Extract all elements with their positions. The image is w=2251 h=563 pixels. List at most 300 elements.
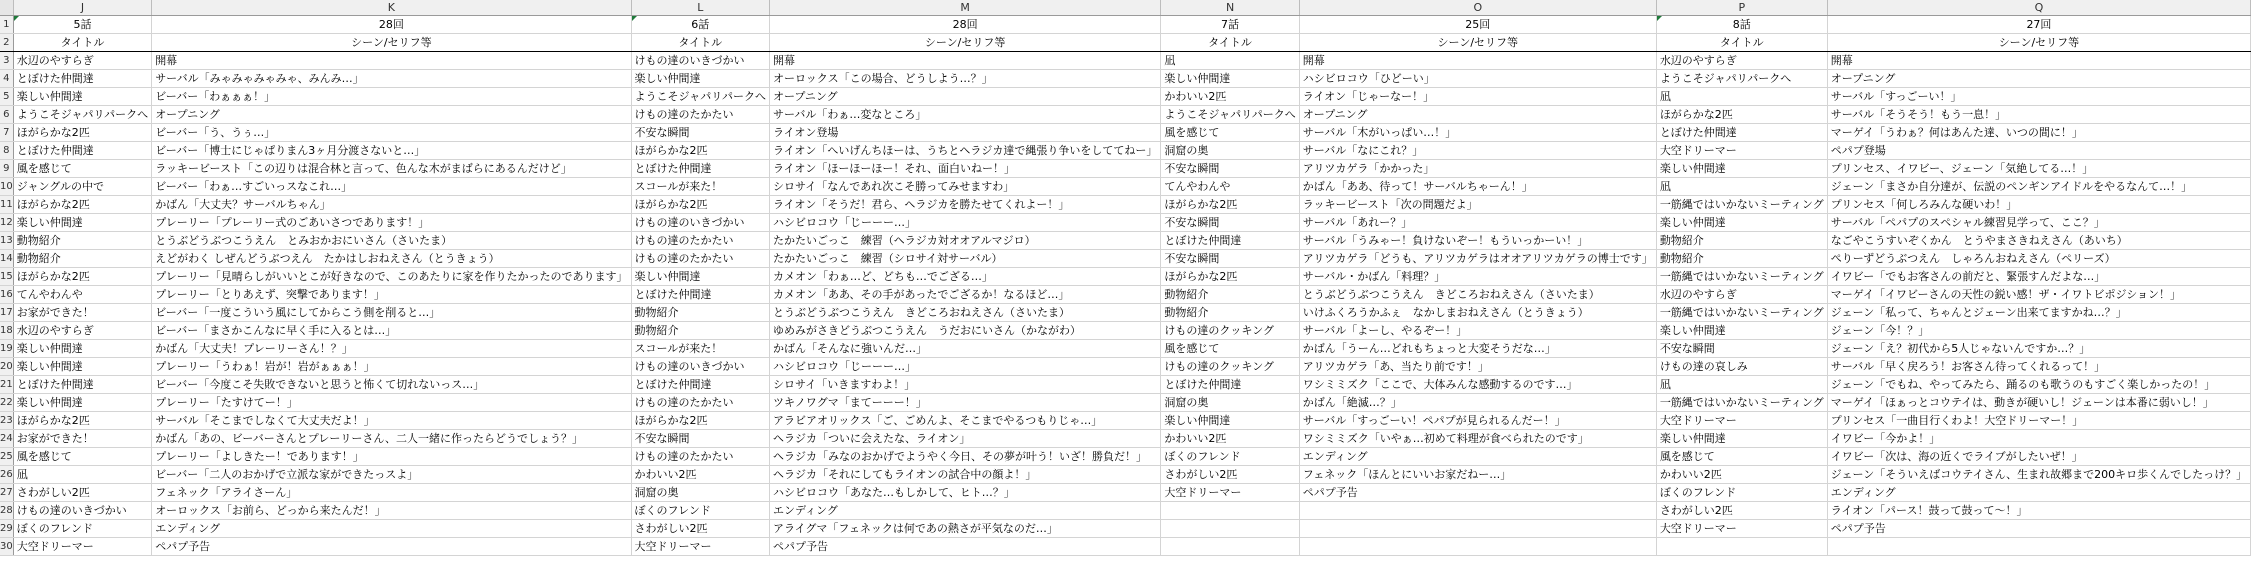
cell-p14[interactable]: 動物紹介 xyxy=(1656,250,1827,268)
cell-k5[interactable]: ビーバー「わぁぁぁ！」 xyxy=(152,88,631,106)
sheet-row xyxy=(0,16,2251,34)
cell-m23[interactable]: アラビアオリックス「ご、ごめんよ、そこまでやるつもりじゃ…」 xyxy=(769,412,1160,430)
cell-n29[interactable] xyxy=(1161,520,1299,538)
cell-m14[interactable]: たかたいごっこ 練習（シロサイ対サーバル） xyxy=(769,250,1160,268)
row-header[interactable]: 19 xyxy=(0,340,13,358)
cell-p16[interactable]: 水辺のやすらぎ xyxy=(1656,286,1827,304)
sheet-row xyxy=(0,430,2251,448)
sheet-row xyxy=(0,484,2251,502)
sheet-row xyxy=(0,322,2251,340)
cell-p2[interactable]: タイトル xyxy=(1656,34,1827,52)
cell-p19[interactable]: 不安な瞬間 xyxy=(1656,340,1827,358)
sheet-row xyxy=(0,214,2251,232)
cell-o29[interactable] xyxy=(1299,520,1656,538)
cell-o19[interactable]: かばん「うーん…どれもちょっと大変そうだな…」 xyxy=(1299,340,1656,358)
cell-k21[interactable]: ビーバー「今度こそ失敗できないと思うと怖くて切れないっス…」 xyxy=(152,376,631,394)
cell-n25[interactable]: ぼくのフレンド xyxy=(1161,448,1299,466)
cell-q16[interactable]: マーゲイ「イワビーさんの天性の鋭い感！ザ・イワトビポジション！」 xyxy=(1827,286,2250,304)
cell-n12[interactable]: 不安な瞬間 xyxy=(1161,214,1299,232)
cell-j15[interactable]: ほがらかな2匹 xyxy=(13,268,151,286)
cell-l21[interactable]: とぼけた仲間達 xyxy=(631,376,769,394)
cell-p21[interactable]: 凪 xyxy=(1656,376,1827,394)
cell-m15[interactable]: カメオン「わぁ…ど、どちも…でござる…」 xyxy=(769,268,1160,286)
sheet-row xyxy=(0,502,2251,520)
cell-l1[interactable]: 6話 xyxy=(631,16,769,34)
cell-o28[interactable] xyxy=(1299,502,1656,520)
cell-p13[interactable]: 動物紹介 xyxy=(1656,232,1827,250)
cell-j28[interactable]: けもの達のいきづかい xyxy=(13,502,151,520)
cell-k13[interactable]: とうぶどうぶつこうえん とみおかおにいさん（さいたま） xyxy=(152,232,631,250)
cell-n13[interactable]: とぼけた仲間達 xyxy=(1161,232,1299,250)
row-header[interactable]: 28 xyxy=(0,502,13,520)
cell-p18[interactable]: 楽しい仲間達 xyxy=(1656,322,1827,340)
cell-o21[interactable]: ワシミミズク「ここで、大体みんな感動するのです…」 xyxy=(1299,376,1656,394)
cell-k1[interactable]: 28回 xyxy=(152,16,631,34)
cell-k25[interactable]: プレーリー「よしきたー！であります！」 xyxy=(152,448,631,466)
cell-m24[interactable]: ヘラジカ「ついに会えたな、ライオン」 xyxy=(769,430,1160,448)
cell-p22[interactable]: 一筋縄ではいかないミーティング xyxy=(1656,394,1827,412)
cell-k11[interactable]: かばん「大丈夫？サーバルちゃん」 xyxy=(152,196,631,214)
cell-o26[interactable]: フェネック「ほんとにいいお家だねー…」 xyxy=(1299,466,1656,484)
cell-n30[interactable] xyxy=(1161,538,1299,556)
row-header[interactable]: 27 xyxy=(0,484,13,502)
row-header[interactable]: 4 xyxy=(0,70,13,88)
cell-q15[interactable]: イワビー「でもお客さんの前だと、緊張すんだよな…」 xyxy=(1827,268,2250,286)
cell-m17[interactable]: とうぶどうぶつこうえん きどころおねえさん（さいたま） xyxy=(769,304,1160,322)
cell-j26[interactable]: 凪 xyxy=(13,466,151,484)
row-header[interactable]: 1 xyxy=(0,16,13,34)
cell-q29[interactable]: ペパプ予告 xyxy=(1827,520,2250,538)
cell-m7[interactable]: ライオン登場 xyxy=(769,124,1160,142)
cell-k30[interactable]: ペパプ予告 xyxy=(152,538,631,556)
cell-m30[interactable]: ペパプ予告 xyxy=(769,538,1160,556)
row-header[interactable]: 14 xyxy=(0,250,13,268)
column-header-j[interactable]: J xyxy=(13,0,151,16)
cell-m28[interactable]: エンディング xyxy=(769,502,1160,520)
cell-o30[interactable] xyxy=(1299,538,1656,556)
column-header-k[interactable]: K xyxy=(152,0,631,16)
cell-l25[interactable]: けもの達のたかたい xyxy=(631,448,769,466)
cell-p12[interactable]: 楽しい仲間達 xyxy=(1656,214,1827,232)
cell-l20[interactable]: けもの達のいきづかい xyxy=(631,358,769,376)
cell-p25[interactable]: 風を感じて xyxy=(1656,448,1827,466)
cell-n17[interactable]: 動物紹介 xyxy=(1161,304,1299,322)
cell-l29[interactable]: さわがしい2匹 xyxy=(631,520,769,538)
cell-n11[interactable]: ほがらかな2匹 xyxy=(1161,196,1299,214)
cell-q28[interactable]: ライオン「パース！鼓って鼓って～！」 xyxy=(1827,502,2250,520)
cell-q9[interactable]: プリンセス、イワビー、ジェーン「気絶してる…！」 xyxy=(1827,160,2250,178)
cell-n6[interactable]: ようこそジャパリパークへ xyxy=(1161,106,1299,124)
row-header[interactable]: 20 xyxy=(0,358,13,376)
cell-o11[interactable]: ラッキービースト「次の問題だよ」 xyxy=(1299,196,1656,214)
cell-k16[interactable]: プレーリー「とりあえず、突撃であります！」 xyxy=(152,286,631,304)
sheet-row xyxy=(0,358,2251,376)
select-all-corner[interactable] xyxy=(0,0,13,16)
column-header-q[interactable]: Q xyxy=(1827,0,2250,16)
cell-j30[interactable]: 大空ドリーマー xyxy=(13,538,151,556)
cell-q24[interactable]: イワビー「今かよ！」 xyxy=(1827,430,2250,448)
cell-m18[interactable]: ゆめみがさきどうぶつこうえん うだおにいさん（かながわ） xyxy=(769,322,1160,340)
row-header[interactable]: 16 xyxy=(0,286,13,304)
cell-j12[interactable]: 楽しい仲間達 xyxy=(13,214,151,232)
cell-k10[interactable]: ビーバー「わぁ…すごいっスなこれ…」 xyxy=(152,178,631,196)
cell-k19[interactable]: かばん「大丈夫！プレーリーさん！？」 xyxy=(152,340,631,358)
cell-o12[interactable]: サーバル「あれー？」 xyxy=(1299,214,1656,232)
cell-k18[interactable]: ビーバー「まさかこんなに早く手に入るとは…」 xyxy=(152,322,631,340)
cell-n26[interactable]: さわがしい2匹 xyxy=(1161,466,1299,484)
sheet-row xyxy=(0,304,2251,322)
cell-q8[interactable]: ペパプ登場 xyxy=(1827,142,2250,160)
cell-j21[interactable]: とぼけた仲間達 xyxy=(13,376,151,394)
cell-n21[interactable]: とぼけた仲間達 xyxy=(1161,376,1299,394)
cell-l18[interactable]: 動物紹介 xyxy=(631,322,769,340)
cell-j18[interactable]: 水辺のやすらぎ xyxy=(13,322,151,340)
cell-m1[interactable]: 28回 xyxy=(769,16,1160,34)
sheet-row xyxy=(0,286,2251,304)
cell-l5[interactable]: ようこそジャパリパークへ xyxy=(631,88,769,106)
cell-o3[interactable]: 開幕 xyxy=(1299,52,1656,70)
cell-o17[interactable]: いけふくろうかふぇ なかしまおねえさん（とうきょう） xyxy=(1299,304,1656,322)
cell-o9[interactable]: アリツカゲラ「かかった」 xyxy=(1299,160,1656,178)
row-header[interactable]: 30 xyxy=(0,538,13,556)
cell-o25[interactable]: エンディング xyxy=(1299,448,1656,466)
cell-o1[interactable]: 25回 xyxy=(1299,16,1656,34)
cell-l26[interactable]: かわいい2匹 xyxy=(631,466,769,484)
sheet-row xyxy=(0,160,2251,178)
cell-k4[interactable]: サーバル「みゃみゃみゃみゃ、みんみ…」 xyxy=(152,70,631,88)
column-header-l[interactable]: L xyxy=(631,0,769,16)
cell-j14[interactable]: 動物紹介 xyxy=(13,250,151,268)
cell-m8[interactable]: ライオン「へいげんちほーは、うちとヘラジカ達で縄張り争いをしててねー」 xyxy=(769,142,1160,160)
cell-l10[interactable]: スコールが来た！ xyxy=(631,178,769,196)
cell-n27[interactable]: 大空ドリーマー xyxy=(1161,484,1299,502)
cell-m22[interactable]: ツキノワグマ「まてーーー！」 xyxy=(769,394,1160,412)
cell-j27[interactable]: さわがしい2匹 xyxy=(13,484,151,502)
cell-p20[interactable]: けもの達の哀しみ xyxy=(1656,358,1827,376)
cell-p27[interactable]: ぼくのフレンド xyxy=(1656,484,1827,502)
cell-l19[interactable]: スコールが来た！ xyxy=(631,340,769,358)
row-header[interactable]: 26 xyxy=(0,466,13,484)
cell-l9[interactable]: とぼけた仲間達 xyxy=(631,160,769,178)
cell-n8[interactable]: 洞窟の奥 xyxy=(1161,142,1299,160)
cell-n22[interactable]: 洞窟の奥 xyxy=(1161,394,1299,412)
cell-m10[interactable]: シロサイ「なんであれ次こそ勝ってみせますわ」 xyxy=(769,178,1160,196)
cell-m3[interactable]: 開幕 xyxy=(769,52,1160,70)
cell-n23[interactable]: 楽しい仲間達 xyxy=(1161,412,1299,430)
cell-m2[interactable]: シーン/セリフ等 xyxy=(769,34,1160,52)
cell-m5[interactable]: オープニング xyxy=(769,88,1160,106)
cell-l12[interactable]: けもの達のいきづかい xyxy=(631,214,769,232)
cell-q21[interactable]: ジェーン「でもね、やってみたら、踊るのも歌うのもすごく楽しかったの！」 xyxy=(1827,376,2250,394)
cell-n19[interactable]: 風を感じて xyxy=(1161,340,1299,358)
cell-q10[interactable]: ジェーン「まさか自分達が、伝説のペンギンアイドルをやるなんて…！」 xyxy=(1827,178,2250,196)
cell-p17[interactable]: 一筋縄ではいかないミーティング xyxy=(1656,304,1827,322)
row-header[interactable]: 17 xyxy=(0,304,13,322)
cell-k7[interactable]: ビーバー「う、うぅ…」 xyxy=(152,124,631,142)
cell-o2[interactable]: シーン/セリフ等 xyxy=(1299,34,1656,52)
cell-q18[interactable]: ジェーン「今！？」 xyxy=(1827,322,2250,340)
cell-k14[interactable]: えどがわく しぜんどうぶつえん たかはしおねえさん（とうきょう） xyxy=(152,250,631,268)
row-header[interactable]: 6 xyxy=(0,106,13,124)
cell-l6[interactable]: けもの達のたかたい xyxy=(631,106,769,124)
cell-j20[interactable]: 楽しい仲間達 xyxy=(13,358,151,376)
row-header[interactable]: 25 xyxy=(0,448,13,466)
cell-p8[interactable]: 大空ドリーマー xyxy=(1656,142,1827,160)
sheet-row xyxy=(0,232,2251,250)
row-header[interactable]: 23 xyxy=(0,412,13,430)
cell-n14[interactable]: 不安な瞬間 xyxy=(1161,250,1299,268)
cell-n4[interactable]: 楽しい仲間達 xyxy=(1161,70,1299,88)
cell-l16[interactable]: とぼけた仲間達 xyxy=(631,286,769,304)
cell-l17[interactable]: 動物紹介 xyxy=(631,304,769,322)
cell-q11[interactable]: プリンセス「何しろみんな硬いわ！」 xyxy=(1827,196,2250,214)
cell-p24[interactable]: 楽しい仲間達 xyxy=(1656,430,1827,448)
cell-q27[interactable]: エンディング xyxy=(1827,484,2250,502)
cell-n10[interactable]: てんやわんや xyxy=(1161,178,1299,196)
cell-p9[interactable]: 楽しい仲間達 xyxy=(1656,160,1827,178)
cell-n20[interactable]: けもの達のクッキング xyxy=(1161,358,1299,376)
cell-l30[interactable]: 大空ドリーマー xyxy=(631,538,769,556)
column-header-o[interactable]: O xyxy=(1299,0,1656,16)
sheet-row xyxy=(0,340,2251,358)
cell-j16[interactable]: てんやわんや xyxy=(13,286,151,304)
cell-m29[interactable]: アライグマ「フェネックは何であの熱さが平気なのだ…」 xyxy=(769,520,1160,538)
cell-n5[interactable]: かわいい2匹 xyxy=(1161,88,1299,106)
cell-o22[interactable]: かばん「絶滅…？」 xyxy=(1299,394,1656,412)
cell-k24[interactable]: かばん「あの、ビーバーさんとプレーリーさん、二人一緒に作ったらどうでしょう？」 xyxy=(152,430,631,448)
sheet-row xyxy=(0,70,2251,88)
sheet-row xyxy=(0,394,2251,412)
cell-q6[interactable]: サーバル「そうそう！もう一息！」 xyxy=(1827,106,2250,124)
cell-p15[interactable]: 一筋縄ではいかないミーティング xyxy=(1656,268,1827,286)
cell-q1[interactable]: 27回 xyxy=(1827,16,2250,34)
cell-k9[interactable]: ラッキービースト「この辺りは混合林と言って、色んな木がまばらにあるんだけど」 xyxy=(152,160,631,178)
cell-p7[interactable]: とぼけた仲間達 xyxy=(1656,124,1827,142)
cell-l8[interactable]: ほがらかな2匹 xyxy=(631,142,769,160)
cell-o14[interactable]: アリツカゲラ「どうも、アリツカゲラはオオアリツカゲラの博士です」 xyxy=(1299,250,1656,268)
column-header-p[interactable]: P xyxy=(1656,0,1827,16)
row-header[interactable]: 11 xyxy=(0,196,13,214)
cell-j24[interactable]: お家ができた！ xyxy=(13,430,151,448)
cell-j29[interactable]: ぼくのフレンド xyxy=(13,520,151,538)
row-header[interactable]: 5 xyxy=(0,88,13,106)
cell-j22[interactable]: 楽しい仲間達 xyxy=(13,394,151,412)
cell-m12[interactable]: ハシビロコウ「じーーー…」 xyxy=(769,214,1160,232)
cell-p11[interactable]: 一筋縄ではいかないミーティング xyxy=(1656,196,1827,214)
row-header[interactable]: 8 xyxy=(0,142,13,160)
cell-o4[interactable]: ハシビロコウ「ひどーい」 xyxy=(1299,70,1656,88)
cell-n24[interactable]: かわいい2匹 xyxy=(1161,430,1299,448)
cell-j19[interactable]: 楽しい仲間達 xyxy=(13,340,151,358)
cell-o27[interactable]: ペパプ予告 xyxy=(1299,484,1656,502)
cell-j1[interactable]: 5話 xyxy=(13,16,151,34)
cell-n1[interactable]: 7話 xyxy=(1161,16,1299,34)
cell-k29[interactable]: エンディング xyxy=(152,520,631,538)
sheet-row xyxy=(0,268,2251,286)
cell-n28[interactable] xyxy=(1161,502,1299,520)
cell-o13[interactable]: サーバル「うみゃー！負けないぞー！もういっかーい！」 xyxy=(1299,232,1656,250)
sheet-row xyxy=(0,412,2251,430)
sheet-row xyxy=(0,520,2251,538)
cell-j10[interactable]: ジャングルの中で xyxy=(13,178,151,196)
cell-o23[interactable]: サーバル「すっごーい！ペパプが見られるんだー！」 xyxy=(1299,412,1656,430)
cell-n15[interactable]: ほがらかな2匹 xyxy=(1161,268,1299,286)
cell-q26[interactable]: ジェーン「そういえばコウテイさん、生まれ故郷まで200キロ歩くんでしたっけ？」 xyxy=(1827,466,2250,484)
cell-k12[interactable]: プレーリー「プレーリー式のごあいさつであります！」 xyxy=(152,214,631,232)
cell-k15[interactable]: プレーリー「見晴らしがいいとこが好きなので、このあたりに家を作りたかったのであります」 xyxy=(152,268,631,286)
row-header[interactable]: 29 xyxy=(0,520,13,538)
cell-p3[interactable]: 水辺のやすらぎ xyxy=(1656,52,1827,70)
cell-l24[interactable]: 不安な瞬間 xyxy=(631,430,769,448)
row-header[interactable]: 3 xyxy=(0,52,13,70)
cell-o10[interactable]: かばん「ああ、待って！サーバルちゃーん！」 xyxy=(1299,178,1656,196)
cell-j6[interactable]: ようこそジャパリパークへ xyxy=(13,106,151,124)
cell-p1[interactable]: 8話 xyxy=(1656,16,1827,34)
cell-p28[interactable]: さわがしい2匹 xyxy=(1656,502,1827,520)
cell-j13[interactable]: 動物紹介 xyxy=(13,232,151,250)
cell-n2[interactable]: タイトル xyxy=(1161,34,1299,52)
row-header[interactable]: 15 xyxy=(0,268,13,286)
cell-q30[interactable] xyxy=(1827,538,2250,556)
row-header[interactable]: 2 xyxy=(0,34,13,52)
row-header[interactable]: 22 xyxy=(0,394,13,412)
cell-j11[interactable]: ほがらかな2匹 xyxy=(13,196,151,214)
cell-k2[interactable]: シーン/セリフ等 xyxy=(152,34,631,52)
cell-p30[interactable] xyxy=(1656,538,1827,556)
cell-o20[interactable]: アリツカゲラ「あ、当たり前です！」 xyxy=(1299,358,1656,376)
cell-m27[interactable]: ハシビロコウ「あなた…もしかして、ヒト…？」 xyxy=(769,484,1160,502)
cell-m26[interactable]: ヘラジカ「それにしてもライオンの試合中の顔よ！」 xyxy=(769,466,1160,484)
cell-q22[interactable]: マーゲイ「ほぁっとコウテイは、動きが硬いし！ジェーンは本番に弱いし！」 xyxy=(1827,394,2250,412)
cell-m6[interactable]: サーバル「わぁ…変なところ」 xyxy=(769,106,1160,124)
sheet-row xyxy=(0,52,2251,70)
cell-m20[interactable]: ハシビロコウ「じーーー…」 xyxy=(769,358,1160,376)
sheet-row xyxy=(0,124,2251,142)
cell-o15[interactable]: サーバル・かばん「料理？」 xyxy=(1299,268,1656,286)
cell-o8[interactable]: サーバル「なにこれ？」 xyxy=(1299,142,1656,160)
cell-l27[interactable]: 洞窟の奥 xyxy=(631,484,769,502)
cell-n16[interactable]: 動物紹介 xyxy=(1161,286,1299,304)
cell-o6[interactable]: オープニング xyxy=(1299,106,1656,124)
cell-m16[interactable]: カメオン「ああ、その手があったでござるか！なるほど…」 xyxy=(769,286,1160,304)
cell-p29[interactable]: 大空ドリーマー xyxy=(1656,520,1827,538)
cell-l28[interactable]: ぼくのフレンド xyxy=(631,502,769,520)
cell-q20[interactable]: サーバル「早く戻ろう！お客さん待ってくれるって！」 xyxy=(1827,358,2250,376)
cell-q25[interactable]: イワビー「次は、海の近くでライブがしたいぜ！」 xyxy=(1827,448,2250,466)
cell-j4[interactable]: とぼけた仲間達 xyxy=(13,70,151,88)
row-header[interactable]: 21 xyxy=(0,376,13,394)
row-header[interactable]: 9 xyxy=(0,160,13,178)
cell-k26[interactable]: ビーバー「二人のおかげで立派な家ができたっスよ」 xyxy=(152,466,631,484)
cell-l3[interactable]: けもの達のいきづかい xyxy=(631,52,769,70)
cell-o24[interactable]: ワシミミズク「いやぁ…初めて料理が食べられたのです」 xyxy=(1299,430,1656,448)
row-header[interactable]: 12 xyxy=(0,214,13,232)
cell-j25[interactable]: 風を感じて xyxy=(13,448,151,466)
row-header[interactable]: 24 xyxy=(0,430,13,448)
cell-l11[interactable]: ほがらかな2匹 xyxy=(631,196,769,214)
row-header[interactable]: 13 xyxy=(0,232,13,250)
cell-n18[interactable]: けもの達のクッキング xyxy=(1161,322,1299,340)
cell-m9[interactable]: ライオン「ほーほーほー！それ、面白いねー！」 xyxy=(769,160,1160,178)
cell-q12[interactable]: サーバル「ペパプのスペシャル練習見学って、ここ？」 xyxy=(1827,214,2250,232)
cell-n3[interactable]: 凪 xyxy=(1161,52,1299,70)
cell-p23[interactable]: 大空ドリーマー xyxy=(1656,412,1827,430)
column-header-m[interactable]: M xyxy=(769,0,1160,16)
cell-l13[interactable]: けもの達のたかたい xyxy=(631,232,769,250)
cell-j9[interactable]: 風を感じて xyxy=(13,160,151,178)
cell-n9[interactable]: 不安な瞬間 xyxy=(1161,160,1299,178)
cell-k20[interactable]: プレーリー「うわぁ！岩が！岩がぁぁぁ！」 xyxy=(152,358,631,376)
cell-p10[interactable]: 凪 xyxy=(1656,178,1827,196)
cell-l4[interactable]: 楽しい仲間達 xyxy=(631,70,769,88)
cell-j7[interactable]: ほがらかな2匹 xyxy=(13,124,151,142)
cell-k8[interactable]: ビーバー「博士にじゃぱりまん3ヶ月分渡さないと…」 xyxy=(152,142,631,160)
cell-q17[interactable]: ジェーン「私って、ちゃんとジェーン出来てますかね…？」 xyxy=(1827,304,2250,322)
cell-l22[interactable]: けもの達のたかたい xyxy=(631,394,769,412)
cell-j2[interactable]: タイトル xyxy=(13,34,151,52)
cell-m4[interactable]: オーロックス「この場合、どうしよう…？」 xyxy=(769,70,1160,88)
cell-o16[interactable]: とうぶどうぶつこうえん きどころおねえさん（さいたま） xyxy=(1299,286,1656,304)
cell-l15[interactable]: 楽しい仲間達 xyxy=(631,268,769,286)
cell-k3[interactable]: 開幕 xyxy=(152,52,631,70)
cell-q13[interactable]: なごやこうすいぞくかん とうやまさきねえさん（あいち） xyxy=(1827,232,2250,250)
cell-p6[interactable]: ほがらかな2匹 xyxy=(1656,106,1827,124)
cell-o18[interactable]: サーバル「よーし、やるぞー！」 xyxy=(1299,322,1656,340)
cell-j23[interactable]: ほがらかな2匹 xyxy=(13,412,151,430)
cell-k28[interactable]: オーロックス「お前ら、どっから来たんだ！」 xyxy=(152,502,631,520)
cell-q5[interactable]: サーバル「すっごーい！」 xyxy=(1827,88,2250,106)
cell-m25[interactable]: ヘラジカ「みなのおかげでようやく今日、その夢が叶う！いざ！勝負だ！」 xyxy=(769,448,1160,466)
cell-p5[interactable]: 凪 xyxy=(1656,88,1827,106)
cell-q2[interactable]: シーン/セリフ等 xyxy=(1827,34,2250,52)
cell-l23[interactable]: ほがらかな2匹 xyxy=(631,412,769,430)
cell-k23[interactable]: サーバル「そこまでしなくて大丈夫だよ！」 xyxy=(152,412,631,430)
cell-n7[interactable]: 風を感じて xyxy=(1161,124,1299,142)
cell-q7[interactable]: マーゲイ「うわぁ？何はあんた達、いつの間に！」 xyxy=(1827,124,2250,142)
cell-m11[interactable]: ライオン「そうだ！君ら、ヘラジカを勝たせてくれよー！」 xyxy=(769,196,1160,214)
sheet-row xyxy=(0,250,2251,268)
cell-j8[interactable]: とぼけた仲間達 xyxy=(13,142,151,160)
cell-m13[interactable]: たかたいごっこ 練習（ヘラジカ対オオアルマジロ） xyxy=(769,232,1160,250)
cell-q23[interactable]: プリンセス「一曲目行くわよ！大空ドリーマー！」 xyxy=(1827,412,2250,430)
cell-j3[interactable]: 水辺のやすらぎ xyxy=(13,52,151,70)
cell-p4[interactable]: ようこそジャパリパークへ xyxy=(1656,70,1827,88)
cell-l2[interactable]: タイトル xyxy=(631,34,769,52)
row-header[interactable]: 10 xyxy=(0,178,13,196)
cell-q3[interactable]: 開幕 xyxy=(1827,52,2250,70)
cell-k27[interactable]: フェネック「アライさーん」 xyxy=(152,484,631,502)
cell-k22[interactable]: プレーリー「たすけてー！」 xyxy=(152,394,631,412)
sheet-row xyxy=(0,376,2251,394)
cell-j5[interactable]: 楽しい仲間達 xyxy=(13,88,151,106)
cell-q4[interactable]: オープニング xyxy=(1827,70,2250,88)
cell-l14[interactable]: けもの達のたかたい xyxy=(631,250,769,268)
cell-o7[interactable]: サーバル「木がいっぱい…！」 xyxy=(1299,124,1656,142)
cell-k6[interactable]: オープニング xyxy=(152,106,631,124)
cell-m19[interactable]: かばん「そんなに強いんだ…」 xyxy=(769,340,1160,358)
row-header[interactable]: 18 xyxy=(0,322,13,340)
cell-q19[interactable]: ジェーン「え？初代から5人じゃないんですか…？」 xyxy=(1827,340,2250,358)
cell-m21[interactable]: シロサイ「いきますわよ！」 xyxy=(769,376,1160,394)
cell-q14[interactable]: ぺりーずどうぶつえん しゃろんおねえさん（ペリーズ） xyxy=(1827,250,2250,268)
cell-l7[interactable]: 不安な瞬間 xyxy=(631,124,769,142)
cell-j17[interactable]: お家ができた！ xyxy=(13,304,151,322)
cell-p26[interactable]: かわいい2匹 xyxy=(1656,466,1827,484)
column-header-n[interactable]: N xyxy=(1161,0,1299,16)
row-header[interactable]: 7 xyxy=(0,124,13,142)
cell-o5[interactable]: ライオン「じゃーなー！」 xyxy=(1299,88,1656,106)
cell-k17[interactable]: ビーバー「一度こういう風にしてからこう側を削ると…」 xyxy=(152,304,631,322)
